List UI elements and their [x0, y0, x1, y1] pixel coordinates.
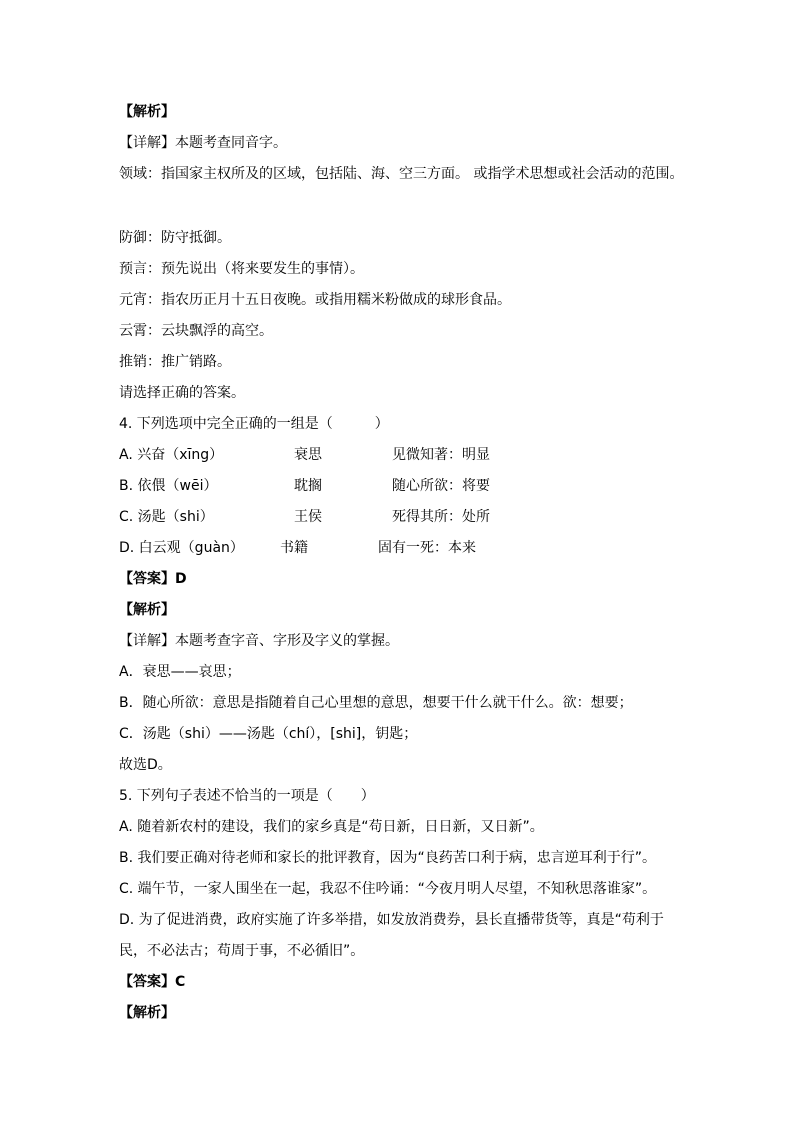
q4-analysis-heading: 【解析】: [119, 602, 175, 618]
q4-option-d-word: 书籍: [280, 540, 308, 556]
q4-conclusion: 故选D。: [119, 757, 172, 773]
detail-line: 【详解】本题考查同音字。: [119, 135, 287, 151]
definition-line: 预言：预先说出（将来要发生的事情）。: [119, 261, 364, 277]
q5-analysis-heading: 【解析】: [119, 1005, 175, 1021]
definition-line: 防御：防守抵御。: [119, 230, 231, 246]
q4-explanation-line: A．衰思——哀思；: [119, 664, 241, 680]
definition-line: 领域：指国家主权所及的区域，包括陆、海、空三方面。 或指学术思想或社会活动的范围。: [119, 166, 684, 182]
q5-option-d-continued: 民，不必法古；苟周于事，不必循旧”。: [119, 943, 365, 959]
q4-detail: 【详解】本题考查字音、字形及字义的掌握。: [119, 633, 399, 649]
definition-line: 元宵：指农历正月十五日夜晚。或指用糯米粉做成的球形食品。: [119, 292, 511, 308]
q5-option-c: C. 端午节，一家人围坐在一起，我忍不住吟诵：“今夜月明人尽望，不知秋思落谁家”。: [119, 881, 657, 897]
definition-line: 云霄：云块飘浮的高空。: [119, 323, 273, 339]
q4-option-a-word: 衰思: [294, 447, 322, 463]
q4-option-a-idiom: 见微知著：明显: [392, 447, 490, 463]
question-4-stem: 4. 下列选项中完全正确的一组是（ ）: [119, 416, 389, 432]
q4-explanation-line: C．汤匙（shi）——汤匙（chí），[shi]，钥匙；: [119, 726, 418, 742]
definition-line: 推销：推广销路。: [119, 354, 231, 370]
q4-explanation-line: B．随心所欲：意思是指随着自己心里想的意思，想要干什么就干什么。欲：想要；: [119, 695, 633, 711]
q5-option-d: D. 为了促进消费，政府实施了许多举措，如发放消费券，县长直播带货等，真是“苟利于: [119, 912, 664, 928]
q4-option-b-word: 耽搁: [294, 478, 322, 494]
q5-answer: 【答案】C: [119, 974, 186, 990]
q4-option-b-idiom: 随心所欲：将要: [392, 478, 490, 494]
q5-option-a: A. 随着新农村的建设，我们的家乡真是“苟日新，日日新，又日新”。: [119, 819, 544, 835]
q5-option-b: B. 我们要正确对待老师和家长的批评教育，因为“良药苦口利于病，忠言逆耳利于行”。: [119, 850, 657, 866]
question-5-stem: 5. 下列句子表述不恰当的一项是（ ）: [119, 788, 375, 804]
q4-answer: 【答案】D: [119, 571, 187, 587]
q4-option-d-idiom: 固有一死：本来: [378, 540, 476, 556]
q4-option-c-pinyin: C. 汤匙（shi）: [119, 509, 214, 525]
q4-option-b-pinyin: B. 依偎（wēi）: [119, 478, 218, 494]
analysis-heading: 【解析】: [119, 104, 175, 120]
q4-option-c-word: 王侯: [294, 509, 322, 525]
instruction-line: 请选择正确的答案。: [119, 385, 245, 401]
q4-option-a-pinyin: A. 兴奋（xīng）: [119, 447, 224, 463]
q4-option-d-pinyin: D. 白云观（guàn）: [119, 540, 244, 556]
q4-option-c-idiom: 死得其所：处所: [392, 509, 490, 525]
